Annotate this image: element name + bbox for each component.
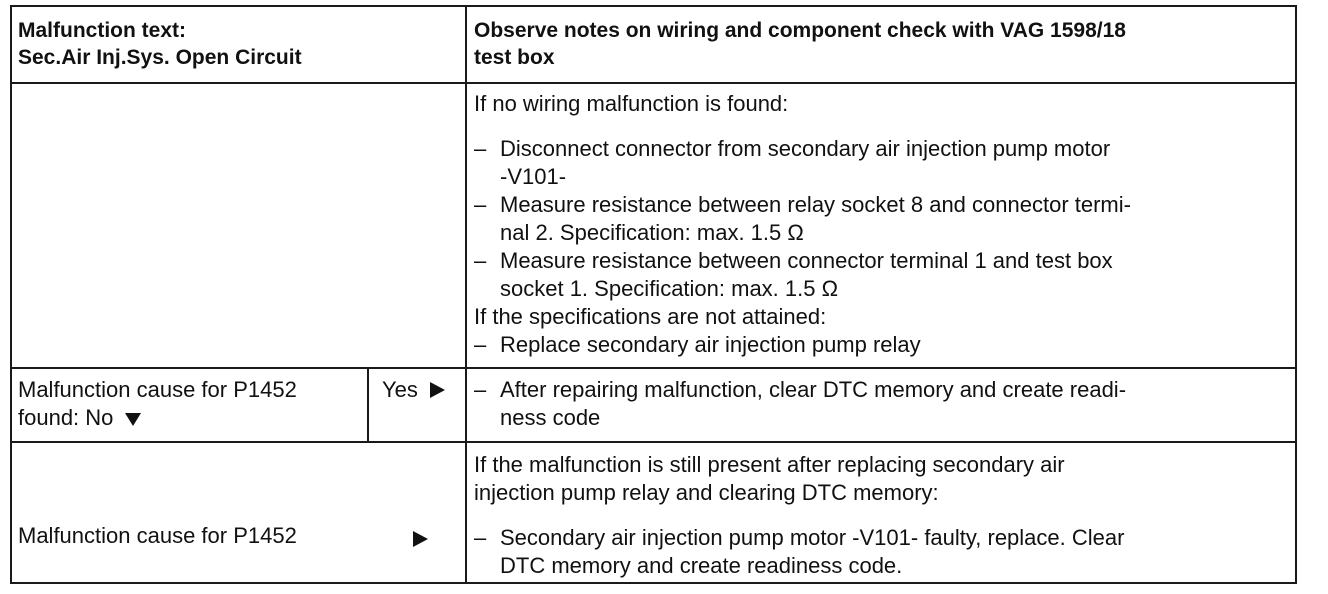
header-right-line2: test box bbox=[474, 46, 555, 69]
row1-step: – Measure resistance between connector terminal 1 and test box socket 1. Specification: max. 1.5 Ω bbox=[474, 248, 1113, 301]
right-arrow-icon bbox=[411, 530, 429, 548]
row1-step: – Measure resistance between relay socket 8 and connector termi- nal 2. Specification: max. 1.5 Ω bbox=[474, 192, 1131, 245]
row1-divider bbox=[10, 367, 1297, 369]
column-divider bbox=[465, 5, 467, 584]
row1-content bbox=[474, 90, 1131, 359]
row3-left bbox=[18, 522, 297, 550]
dash-glyph: – bbox=[474, 192, 487, 217]
dash-glyph: – bbox=[474, 332, 487, 357]
dash-glyph: – bbox=[474, 248, 487, 273]
row2-divider bbox=[10, 441, 1297, 443]
row2-right bbox=[474, 376, 1126, 432]
row3-right bbox=[474, 451, 1124, 580]
row2-left bbox=[18, 376, 297, 432]
row3-intro-line1: If the malfunction is still present after replacing secondary air bbox=[474, 452, 1065, 477]
row1-step: – Disconnect connector from secondary air injection pump motor -V101- bbox=[474, 136, 1111, 189]
row3-left-text: Malfunction cause for P1452 bbox=[18, 523, 297, 548]
header-right-cell bbox=[474, 17, 1126, 71]
yes-label: Yes bbox=[382, 377, 418, 402]
row1-condition: If the specifications are not attained: bbox=[474, 304, 827, 329]
row2-left-line2: found: No bbox=[18, 404, 297, 432]
yes-column-divider bbox=[367, 367, 369, 443]
row1-action: – Replace secondary air injection pump relay bbox=[474, 332, 921, 357]
dash-glyph: – bbox=[474, 525, 487, 550]
down-arrow-icon bbox=[124, 411, 142, 427]
header-left-cell bbox=[18, 17, 302, 71]
row2-yes bbox=[382, 376, 446, 404]
row3-step: – Secondary air injection pump motor -V101- faulty, replace. Clear DTC memory and create readiness code. bbox=[474, 525, 1125, 578]
header-right-line1: Observe notes on wiring and component check with VAG 1598/18 bbox=[474, 19, 1126, 42]
header-divider bbox=[10, 82, 1297, 84]
dash-glyph: – bbox=[474, 136, 487, 161]
row2-step: – After repairing malfunction, clear DTC memory and create readi- ness code bbox=[474, 377, 1127, 430]
row2-left-line1: Malfunction cause for P1452 bbox=[18, 377, 297, 402]
row1-intro: If no wiring malfunction is found: bbox=[474, 91, 789, 116]
right-arrow-icon bbox=[428, 381, 446, 399]
header-left-line1: Malfunction text: bbox=[18, 19, 186, 42]
row3-intro-line2: injection pump relay and clearing DTC memory: bbox=[474, 480, 939, 505]
dash-glyph: – bbox=[474, 377, 487, 402]
header-left-line2: Sec.Air Inj.Sys. Open Circuit bbox=[18, 46, 302, 69]
